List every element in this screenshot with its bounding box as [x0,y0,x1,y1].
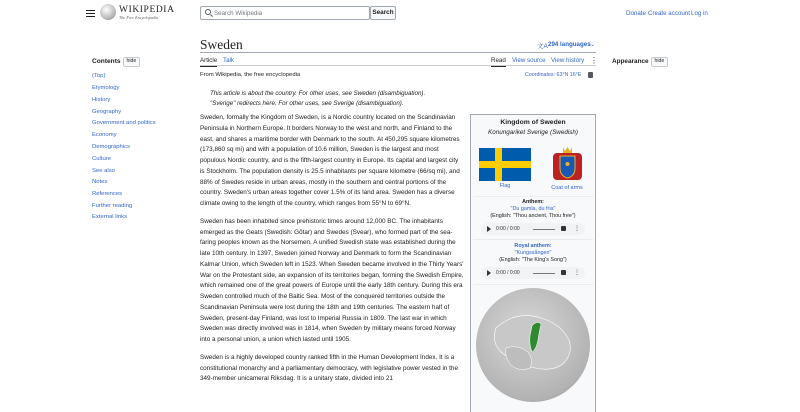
language-icon: 文A [537,43,548,50]
audio-progress-bar[interactable] [533,229,555,231]
royal-anthem-link[interactable]: "Kungssången" [514,250,552,256]
hatnote-line-2: "Sverige" redirects here. For other uses, see Sverige (disambiguation). [210,100,404,107]
intro-paragraph-2: Sweden has been inhabited since prehistoric times around 12,000 BC. The inhabitants emerged as the Geats (Swedish: Götar) and Swedes (Svear), who formed part of the sea-faring peoples known as the Norsemen. A unified Swedish state was established during the late 10th century. In 1397, Sweden joined Norway and Denmark to form the Scandinavian Kalmar Union, which Sweden left in 1523. When Sweden became involved in the Thirty Years' War on the Protestant side, an expansion of its territories began, forming the Swedish Empire, which remained one of the great powers of Europe until the early 18th century. During this era Sweden controlled much of the Baltic Sea. Most of the conquered territories outside the Scandinavian Peninsula were lost during the 18th and 19th centuries. The eastern half of Sweden, present-day Finland, was lost to Imperial Russia in 1809. The last war in which Sweden was directly involved was in 1814, when Sweden by military means forced Norway into a personal union, a union which lasted until 1905. [200,217,464,343]
volume-icon[interactable] [561,226,566,231]
audio-time: 0:00 / 0:00 [496,270,520,276]
intro-paragraph-3: Sweden is a highly developed country ranked fifth in the Human Development Index. It is a constitutional monarchy and a parliamentary democracy, with legislative power vested in the 349-member unicameral Riksdag. It is a unitary state, divided into 21 [200,353,458,383]
audio-progress-bar[interactable] [533,273,555,275]
flag-of-sweden[interactable] [479,148,531,181]
appearance-title: Appearance [612,58,649,65]
wikipedia-wordmark[interactable]: WIKIPEDIA [119,5,175,15]
anthem-translation: (English: "Thou ancient, Thou free") [490,213,576,219]
audio-time: 0:00 / 0:00 [496,226,520,232]
toc-item-references[interactable]: References [92,191,123,197]
royal-anthem-label[interactable]: Royal anthem: [514,243,552,249]
anthem-link[interactable]: "Du gamla, du fria" [510,206,556,212]
main-menu-icon[interactable] [86,8,95,17]
toc-item-culture[interactable]: Culture [92,156,111,162]
toc-item-top[interactable]: (Top) [92,73,106,79]
toc-item-further-reading[interactable]: Further reading [92,203,133,209]
search-icon [205,9,211,15]
royal-anthem-translation: (English: "The King's Song") [499,257,567,263]
toc-item-government[interactable]: Government and politics [92,120,156,126]
location-map-globe[interactable] [476,288,590,402]
infobox-native-name: Konungariket Sverige (Swedish) [488,129,578,136]
appearance-hide-button[interactable]: hide [651,57,668,67]
toc-item-geography[interactable]: Geography [92,109,122,115]
more-tools-icon[interactable]: ⋮ [590,56,598,65]
infobox-divider [473,284,593,285]
toc-item-demographics[interactable]: Demographics [92,144,130,150]
toc-item-notes[interactable]: Notes [92,179,108,185]
chevron-down-icon: ⌄ [590,42,596,48]
search-placeholder[interactable]: Search Wikipedia [214,9,263,17]
wikipedia-globe-logo[interactable] [100,4,116,20]
flag-caption[interactable]: Flag [499,183,511,189]
login-link[interactable]: Log in [691,10,708,17]
languages-button[interactable]: 294 languages [548,41,591,48]
more-options-icon[interactable]: ⋮ [574,225,580,232]
tab-article[interactable]: Article [200,57,217,67]
tab-read[interactable]: Read [491,57,506,67]
donate-link[interactable]: Donate [626,10,646,17]
coat-of-arms-caption[interactable]: Coat of arms [551,185,583,191]
play-icon[interactable] [487,270,491,276]
toc-item-see-also[interactable]: See also [92,168,115,174]
anthem-audio-player[interactable] [481,223,585,235]
tab-view-history[interactable]: View history [551,57,585,64]
page-title: Sweden [200,37,243,52]
globe-map [476,288,590,402]
coordinates-link[interactable]: Coordinates: 63°N 16°E [525,72,582,78]
site-sub: From Wikipedia, the free encyclopedia [200,72,301,78]
contents-hide-button[interactable]: hide [123,57,140,67]
wikipedia-tagline: The Free Encyclopedia [119,15,158,20]
toc-item-external-links[interactable]: External links [92,214,128,220]
intro-paragraph-1: Sweden, formally the Kingdom of Sweden, is a Nordic country located on the Scandinavian Peninsula in Northern Europe. It borders Norway to the west and north, and Finland to the east, and shares a maritime border with Denmark to the south. At 450,295 square kilometres (173,860 sq mi) and with a population of 10.6 million, Sweden is the largest and most populous Nordic country, and is the fifth-largest country in Europe. Its capital and largest city is Stockholm. The population density is 25.5 inhabitants per square kilometre (66/sq mi), and 88% of Swedes reside in urban areas, mostly in the southern and central portions of the country. Sweden's urban areas together cover 1.5% of its land area. Sweden has a diverse climate owing to the length of the country, which ranges from 55°N to 69°N. [200,114,460,207]
toc-item-economy[interactable]: Economy [92,132,117,138]
title-divider [200,52,596,53]
volume-icon[interactable] [561,270,566,275]
tab-talk[interactable]: Talk [223,57,235,64]
toc-item-etymology[interactable]: Etymology [92,85,120,91]
infobox-divider [473,239,593,240]
hatnote-line-1: This article is about the country. For other uses, see Sweden (disambiguation). [210,90,426,97]
anthem-label: Anthem: [522,199,544,205]
royal-anthem-audio-player[interactable] [481,267,585,279]
search-button[interactable]: Search [370,6,396,20]
infobox-divider [473,196,593,197]
article-body [200,113,464,392]
infobox-title: Kingdom of Sweden [500,119,566,126]
create-account-link[interactable]: Create account [648,10,690,17]
tabs-divider [200,65,596,66]
hatnote [210,89,460,109]
lock-icon [588,72,593,78]
coat-of-arms-image[interactable] [551,144,584,182]
play-icon[interactable] [487,226,491,232]
toc-item-history[interactable]: History [92,97,111,103]
more-options-icon[interactable]: ⋮ [574,269,580,276]
tab-view-source[interactable]: View source [512,57,546,64]
contents-title: Contents [92,58,121,65]
